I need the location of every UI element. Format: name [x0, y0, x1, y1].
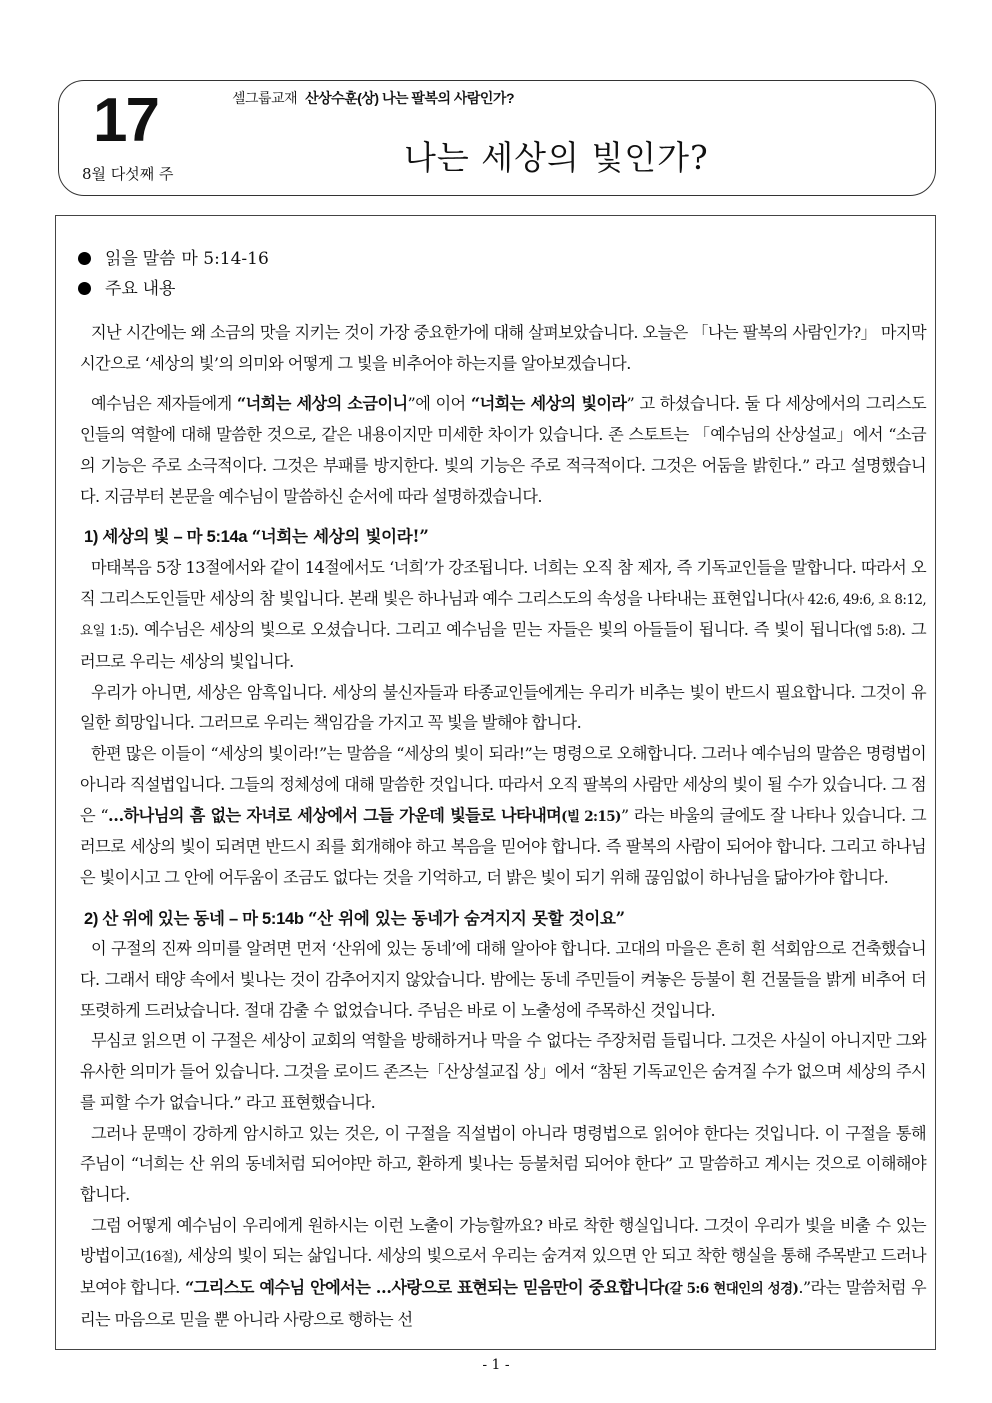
page-number: - 1 - — [482, 1357, 510, 1373]
lesson-week: 8월 다섯째 주 — [82, 165, 174, 183]
paragraph-salt-light: 예수님은 제자들에게 “너희는 세상의 소금이니”에 이어 “너희는 세상의 빛이라” 고 하셨습니다. 둘 다 세상에서의 그리스도인들의 역할에 대해 말씀한 것으로, 같은 내용이지만 미세한 차이가 있습니다. 존 스토트는 「예수님의 산상설교」에서 “소금의 기능은 주로 소극적이다. 그것은 부패를 방지한다. 빛의 기능은 주로 적극적이다. 그것은 어둠을 밝힌다.” 라고 설명했습니다. 지금부터 본문을 예수님이 말씀하신 순서에 따라 설명하겠습니다. — [80, 394, 927, 506]
reading-bullet — [78, 244, 269, 269]
paragraph-city-2: 무심코 읽으면 이 구절은 세상이 교회의 역할을 방해하거나 막을 수 없다는 주장처럼 들립니다. 그것은 사실이 아니지만 그와 유사한 의미가 들어 있습니다. 그것을 로이드 존즈는「산상설교집 상」에서 “참된 기독교인은 숨겨질 수가 없으며 세상의 주시를 피할 수가 없습니다.” 라고 표현했습니다. — [80, 1031, 926, 1112]
main-label: 주요 내용 — [105, 279, 176, 298]
page-title: 나는 세상의 빛인가? — [404, 138, 709, 177]
paragraph-intro: 지난 시간에는 왜 소금의 맛을 지키는 것이 가장 중요한가에 대해 살펴보았습니다. 오늘은 「나는 팔복의 사람인가?」 마지막 시간으로 ‘세상의 빛’의 의미와 어떻게 그 빛을 비추어야 하는지를 알아보겠습니다. — [80, 323, 926, 373]
main-content — [80, 318, 926, 1336]
main-content-bullet — [78, 274, 175, 299]
series-title: 산상수훈(상) 나는 팔복의 사람인가? — [305, 90, 515, 106]
paragraph-city-4: 그럼 어떻게 예수님이 우리에게 원하시는 이런 노출이 가능할까요? 바로 착한 행실입니다. 그것이 우리가 빛을 비출 수 있는 방법이고(16절), 세상의 빛이 되는 삶입니다. 세상의 빛으로서 우리는 숨겨져 있으면 안 되고 착한 행실을 통해 주목받고 드러나 보여야 합니다. “그리스도 예수님 안에서는 …사랑으로 표현되는 믿음만이 중요합니다(갈 5:6 현대인의 성경).”라는 말씀처럼 우리는 마음으로 믿을 뿐 아니라 사랑으로 행하는 선 — [80, 1215, 926, 1329]
paragraph-city-3: 그러나 문맥이 강하게 암시하고 있는 것은, 이 구절을 직설법이 아니라 명령법으로 읽어야 한다는 것입니다. 이 구절을 통해 주님이 “너희는 산 위의 동네처럼 되어야만 하고, 환하게 빛나는 등불처럼 되어야 한다” 고 말씀하고 계시는 것으로 이해해야 합니다. — [80, 1123, 926, 1204]
reading-label: 읽을 말씀 — [105, 249, 176, 268]
series-line — [232, 88, 514, 108]
reading-ref: 마 5:14-16 — [181, 249, 269, 269]
lesson-number: 17 — [93, 86, 158, 155]
paragraph-city-1: 이 구절의 진짜 의미를 알려면 먼저 ‘산위에 있는 동네’에 대해 알아야 합니다. 고대의 마을은 흔히 흰 석회암으로 건축했습니다. 그래서 태양 속에서 빛나는 것이 감추어지지 않았습니다. 밤에는 동네 주민들이 켜놓은 등불이 흰 건물들을 밝게 비추어 더 또렷하게 드러났습니다. 절대 감출 수 없었습니다. 주님은 바로 이 노출성에 주목하신 것입니다. — [80, 939, 926, 1020]
section-heading-2: 2) 산 위에 있는 동네 – 마 5:14b “산 위에 있는 동네가 숨겨지지 못할 것이요” — [84, 908, 625, 928]
series-label: 셀그룹교재 — [232, 90, 298, 106]
paragraph-light-1: 마태복음 5장 13절에서와 같이 14절에서도 ‘너희’가 강조됩니다. 너희는 오직 참 제자, 즉 기독교인들을 말합니다. 따라서 오직 그리스도인들만 세상의 참 빛입니다. 본래 빛은 하나님과 예수 그리스도의 속성을 나타내는 표현입니다(사 42:6, 49:6, 요 8:12, 요일 1:5). 예수님은 세상의 빛으로 오셨습니다. 그리고 예수님을 믿는 자들은 빛의 아들들이 됩니다. 즉 빛이 됩니다(엡 5:8). 그러므로 우리는 세상의 빛입니다. — [80, 557, 927, 672]
paragraph-light-2: 우리가 아니면, 세상은 암흑입니다. 세상의 불신자들과 타종교인들에게는 우리가 비추는 빛이 반드시 필요합니다. 그것이 유일한 희망입니다. 그러므로 우리는 책임감을 가지고 꼭 빛을 발해야 합니다. — [80, 682, 926, 733]
bullet-dot-icon — [78, 252, 91, 265]
paragraph-light-3: 한편 많은 이들이 “세상의 빛이라!”는 말씀을 “세상의 빛이 되라!”는 명령으로 오해합니다. 그러나 예수님의 말씀은 명령법이 아니라 직설법입니다. 그들의 정체성에 대해 말씀한 것입니다. 따라서 오직 팔복의 사람만 세상의 빛이 될 수가 있습니다. 그 점은 “…하나님의 흠 없는 자녀로 세상에서 그들 가운데 빛들로 나타내며(빌 2:15)” 라는 바울의 글에도 잘 나타나 있습니다. 그러므로 세상의 빛이 되려면 반드시 죄를 회개해야 하고 복음을 믿어야 합니다. 즉 팔복의 사람이 되어야 합니다. 그리고 하나님은 빛이시고 그 안에 어두움이 조금도 없다는 것을 기억하고, 더 밝은 빛이 되기 위해 끊임없이 하나님을 닮아가야 합니다. — [80, 744, 926, 887]
bullet-dot-icon — [78, 282, 91, 295]
section-heading-1: 1) 세상의 빛 – 마 5:14a “너희는 세상의 빛이라!” — [84, 527, 429, 547]
